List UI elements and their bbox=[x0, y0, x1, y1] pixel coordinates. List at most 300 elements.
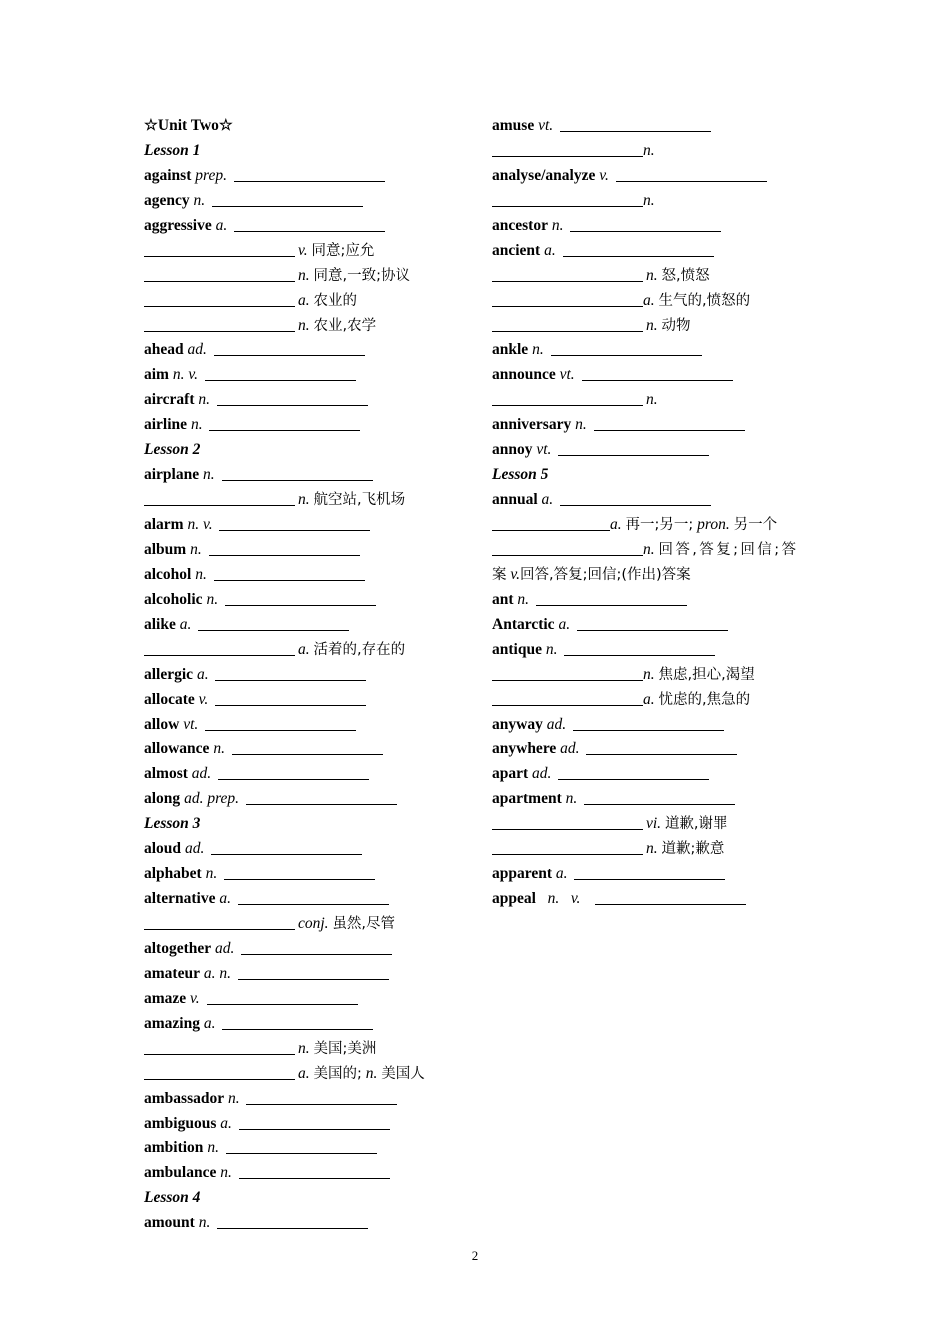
part-of-speech: a. bbox=[203, 1014, 216, 1032]
vocab-line bbox=[144, 737, 474, 762]
headword: annoy bbox=[492, 441, 533, 459]
vocab-line bbox=[144, 862, 474, 887]
part-of-speech: n. bbox=[565, 790, 578, 808]
part-of-speech: n. bbox=[532, 341, 544, 359]
part-of-speech: ad. bbox=[546, 715, 567, 733]
vocab-line bbox=[492, 338, 822, 363]
part-of-speech: a. bbox=[558, 615, 571, 633]
vocab-line bbox=[144, 538, 474, 563]
answer-blank[interactable] bbox=[234, 166, 385, 182]
answer-blank[interactable] bbox=[577, 615, 728, 631]
vocab-line bbox=[144, 388, 474, 413]
answer-blank[interactable] bbox=[238, 889, 389, 905]
part-of-speech: a. bbox=[179, 615, 192, 633]
answer-blank[interactable] bbox=[215, 690, 366, 706]
answer-blank[interactable] bbox=[144, 914, 295, 930]
vocab-line bbox=[144, 1112, 474, 1137]
answer-blank[interactable] bbox=[198, 615, 349, 631]
part-of-speech: a. bbox=[610, 516, 622, 533]
meaning: 航空站,飞机场 bbox=[313, 492, 406, 509]
answer-blank[interactable] bbox=[222, 1014, 373, 1030]
vocab-line bbox=[144, 588, 474, 613]
answer-blank[interactable] bbox=[239, 1163, 390, 1179]
answer-blank[interactable] bbox=[144, 291, 295, 307]
headword: amuse bbox=[492, 117, 535, 134]
answer-blank[interactable] bbox=[238, 964, 389, 980]
vocab-line bbox=[144, 887, 474, 912]
part-of-speech: vt. bbox=[538, 117, 554, 134]
part-of-speech: n. bbox=[213, 740, 225, 758]
part-of-speech: n. bbox=[646, 391, 658, 409]
vocab-line bbox=[492, 114, 822, 139]
answer-blank[interactable] bbox=[232, 739, 383, 755]
answer-blank[interactable] bbox=[492, 316, 643, 332]
vocab-line bbox=[144, 1161, 474, 1186]
part-of-speech: a. bbox=[544, 241, 556, 259]
vocab-line bbox=[144, 338, 474, 363]
vocab-line bbox=[492, 837, 822, 862]
answer-blank[interactable] bbox=[492, 540, 643, 556]
part-of-speech: a. bbox=[220, 1114, 232, 1132]
part-of-speech: n. bbox=[547, 890, 560, 908]
headword: allocate bbox=[144, 690, 195, 708]
part-of-speech: n. bbox=[227, 1089, 240, 1107]
part-of-speech: ad. bbox=[560, 740, 580, 758]
part-of-speech: vt. bbox=[183, 715, 199, 733]
page-number: 2 bbox=[471, 1248, 479, 1263]
vocab-line bbox=[144, 1211, 474, 1236]
vocab-line bbox=[492, 239, 822, 264]
part-of-speech: n. bbox=[198, 1214, 211, 1232]
vocab-line bbox=[144, 638, 474, 663]
headword: airline bbox=[144, 416, 188, 434]
vocab-line bbox=[144, 713, 474, 738]
answer-blank[interactable] bbox=[564, 640, 715, 656]
vocab-line bbox=[144, 1087, 474, 1112]
headword: aim bbox=[144, 366, 169, 384]
answer-blank[interactable] bbox=[492, 839, 643, 855]
meaning: 道歉;歉意 bbox=[661, 841, 725, 858]
vocab-line bbox=[144, 214, 474, 239]
vocab-line bbox=[144, 937, 474, 962]
vocab-line bbox=[492, 812, 822, 837]
vocab-line bbox=[492, 862, 822, 887]
meaning: 生气的,愤怒的 bbox=[658, 292, 751, 309]
answer-blank[interactable] bbox=[205, 715, 356, 731]
part-of-speech: n. bbox=[575, 416, 587, 434]
answer-blank[interactable] bbox=[586, 739, 737, 755]
part-of-speech: a. bbox=[298, 640, 310, 658]
vocab-line bbox=[492, 438, 822, 463]
answer-blank[interactable] bbox=[594, 415, 745, 431]
headword: ambiguous bbox=[144, 1114, 217, 1132]
part-of-speech: a. bbox=[298, 1064, 310, 1082]
vocab-line bbox=[144, 688, 474, 713]
unit-heading: ☆Unit Two☆ bbox=[144, 117, 233, 134]
meaning: 同意;应允 bbox=[311, 242, 375, 259]
headword: alike bbox=[144, 615, 176, 633]
vocab-line bbox=[144, 239, 474, 264]
answer-blank[interactable] bbox=[560, 116, 711, 132]
answer-blank[interactable] bbox=[211, 839, 362, 855]
headword: antique bbox=[492, 640, 542, 658]
part-of-speech: n. bbox=[190, 416, 203, 434]
part-of-speech: a. bbox=[541, 491, 554, 509]
vocab-line bbox=[492, 314, 822, 339]
headword: ambition bbox=[144, 1139, 204, 1157]
part-of-speech: n. bbox=[298, 1039, 310, 1057]
headword: apartment bbox=[492, 790, 562, 808]
headword: alphabet bbox=[144, 865, 202, 883]
headword: ancestor bbox=[492, 216, 548, 234]
answer-blank[interactable] bbox=[144, 316, 295, 332]
meaning: 美国的; bbox=[313, 1065, 362, 1082]
vocab-line bbox=[492, 139, 822, 164]
vocab-line bbox=[144, 114, 474, 139]
headword: Antarctic bbox=[492, 615, 555, 633]
answer-blank[interactable] bbox=[217, 1213, 368, 1229]
answer-blank[interactable] bbox=[144, 490, 295, 506]
part-of-speech: a. n. bbox=[203, 964, 231, 982]
answer-blank[interactable] bbox=[492, 291, 643, 307]
headword: allow bbox=[144, 715, 180, 733]
answer-blank[interactable] bbox=[584, 789, 735, 805]
answer-blank[interactable] bbox=[492, 141, 643, 157]
vocab-line bbox=[144, 189, 474, 214]
answer-blank[interactable] bbox=[144, 1064, 295, 1080]
part-of-speech: v. bbox=[510, 565, 520, 583]
vocab-line bbox=[144, 1062, 474, 1087]
answer-blank[interactable] bbox=[536, 590, 687, 606]
vocab-line bbox=[492, 613, 822, 638]
vocab-line bbox=[492, 737, 822, 762]
part-of-speech: n. bbox=[643, 191, 655, 209]
headword: alarm bbox=[144, 516, 184, 533]
answer-blank[interactable] bbox=[246, 1089, 397, 1105]
headword: aircraft bbox=[144, 391, 195, 409]
part-of-speech: n. bbox=[195, 565, 207, 583]
answer-blank[interactable] bbox=[573, 715, 724, 731]
part-of-speech: vi. bbox=[646, 815, 662, 833]
part-of-speech: v. bbox=[198, 690, 209, 708]
vocab-line bbox=[492, 887, 822, 912]
meaning: 美国;美洲 bbox=[313, 1040, 377, 1057]
answer-blank[interactable] bbox=[205, 365, 356, 381]
answer-blank[interactable] bbox=[144, 640, 295, 656]
answer-blank[interactable] bbox=[207, 989, 358, 1005]
headword: airplane bbox=[144, 466, 200, 484]
headword: ahead bbox=[144, 341, 184, 359]
answer-blank[interactable] bbox=[582, 365, 733, 381]
answer-blank[interactable] bbox=[218, 764, 369, 780]
vocab-line bbox=[492, 164, 822, 189]
meaning: 案 bbox=[492, 566, 507, 583]
part-of-speech: vt. bbox=[536, 441, 552, 459]
meaning: 虽然,尽管 bbox=[332, 916, 396, 932]
answer-blank[interactable] bbox=[595, 889, 746, 905]
meaning: 回答,答复;回信;(作出)答案 bbox=[519, 566, 691, 583]
part-of-speech: n. bbox=[646, 840, 658, 858]
vocab-line bbox=[492, 413, 822, 438]
part-of-speech: a. bbox=[643, 690, 655, 708]
answer-blank[interactable] bbox=[558, 440, 709, 456]
part-of-speech: n. bbox=[545, 640, 558, 658]
part-of-speech: n. bbox=[298, 266, 310, 284]
part-of-speech: n. bbox=[646, 266, 658, 284]
part-of-speech: vt. bbox=[559, 366, 575, 384]
vocab-line bbox=[492, 787, 822, 812]
meaning: 道歉,谢罪 bbox=[664, 816, 728, 833]
part-of-speech: n. bbox=[551, 216, 564, 234]
headword: anniversary bbox=[492, 416, 572, 434]
headword: alternative bbox=[144, 890, 216, 908]
headword: along bbox=[144, 790, 181, 808]
right-column bbox=[492, 114, 822, 912]
answer-blank[interactable] bbox=[492, 266, 643, 282]
vocab-line bbox=[144, 264, 474, 289]
part-of-speech: ad. prep. bbox=[184, 790, 240, 808]
headword: aloud bbox=[144, 840, 182, 858]
meaning: 回答,答复;回信;答 bbox=[658, 541, 799, 558]
headword: almost bbox=[144, 765, 188, 783]
vocab-line bbox=[492, 264, 822, 289]
part-of-speech: pron. bbox=[697, 516, 730, 533]
answer-blank[interactable] bbox=[144, 266, 295, 282]
part-of-speech: n. bbox=[203, 466, 215, 484]
answer-blank[interactable] bbox=[144, 1039, 295, 1055]
answer-blank[interactable] bbox=[492, 814, 643, 830]
part-of-speech: n. bbox=[198, 391, 210, 409]
answer-blank[interactable] bbox=[225, 590, 376, 606]
answer-blank[interactable] bbox=[570, 216, 721, 232]
vocab-line bbox=[144, 363, 474, 388]
lesson-heading: Lesson 2 bbox=[144, 441, 201, 459]
vocab-line bbox=[144, 488, 474, 513]
meaning: 焦虑,担心,渴望 bbox=[658, 666, 755, 683]
part-of-speech: ad. bbox=[215, 939, 235, 957]
meaning: 另一个 bbox=[733, 517, 778, 533]
answer-blank[interactable] bbox=[574, 864, 725, 880]
headword: ankle bbox=[492, 341, 529, 359]
vocab-line bbox=[144, 314, 474, 339]
part-of-speech: conj. bbox=[298, 915, 329, 932]
answer-blank[interactable] bbox=[241, 939, 392, 955]
answer-blank[interactable] bbox=[209, 415, 360, 431]
headword: anywhere bbox=[492, 740, 557, 758]
part-of-speech: a. bbox=[555, 865, 568, 883]
part-of-speech: n. bbox=[643, 141, 655, 159]
answer-blank[interactable] bbox=[222, 465, 373, 481]
vocab-line bbox=[492, 688, 822, 713]
lesson-heading: Lesson 3 bbox=[144, 815, 201, 833]
meaning: 农业,农学 bbox=[313, 317, 377, 334]
headword: aggressive bbox=[144, 216, 212, 234]
headword: amount bbox=[144, 1214, 195, 1232]
part-of-speech: a. bbox=[643, 291, 655, 309]
meaning: 忧虑的,焦急的 bbox=[658, 691, 751, 708]
headword: appeal bbox=[492, 890, 536, 908]
headword: annual bbox=[492, 491, 538, 509]
part-of-speech: a. bbox=[219, 890, 231, 908]
headword: amateur bbox=[144, 964, 200, 982]
lesson-heading: Lesson 5 bbox=[492, 466, 549, 484]
vocab-line bbox=[144, 1012, 474, 1037]
part-of-speech: n. bbox=[190, 540, 202, 558]
headword: apart bbox=[492, 765, 529, 783]
vocab-line bbox=[492, 388, 822, 413]
headword: agency bbox=[144, 191, 190, 209]
answer-blank[interactable] bbox=[224, 864, 375, 880]
part-of-speech: n. bbox=[220, 1164, 232, 1182]
vocab-line bbox=[144, 962, 474, 987]
part-of-speech: n. bbox=[365, 1064, 378, 1082]
meaning: 农业的 bbox=[313, 292, 357, 309]
part-of-speech: n. bbox=[643, 540, 655, 558]
headword: amaze bbox=[144, 989, 187, 1007]
meaning: 再一;另一; bbox=[625, 517, 694, 533]
vocab-line bbox=[492, 488, 822, 513]
vocab-line bbox=[144, 762, 474, 787]
answer-blank[interactable] bbox=[492, 665, 643, 681]
answer-blank[interactable] bbox=[214, 565, 365, 581]
part-of-speech: v. bbox=[599, 166, 609, 184]
part-of-speech: n. bbox=[193, 191, 206, 209]
meaning: 活着的,存在的 bbox=[313, 641, 406, 658]
headword: announce bbox=[492, 366, 556, 384]
vocab-line bbox=[492, 214, 822, 239]
headword: alcoholic bbox=[144, 590, 203, 608]
vocab-line bbox=[492, 713, 822, 738]
vocab-line bbox=[492, 663, 822, 688]
vocab-line bbox=[492, 563, 822, 588]
answer-blank[interactable] bbox=[551, 340, 702, 356]
part-of-speech: n. bbox=[643, 665, 655, 683]
vocab-line bbox=[144, 1136, 474, 1161]
vocab-line bbox=[144, 912, 474, 937]
vocab-line bbox=[144, 164, 474, 189]
part-of-speech: ad. bbox=[532, 765, 552, 783]
answer-blank[interactable] bbox=[234, 216, 385, 232]
part-of-speech: v. bbox=[570, 890, 581, 908]
headword: ambulance bbox=[144, 1164, 217, 1182]
part-of-speech: a. bbox=[196, 665, 209, 683]
part-of-speech: ad. bbox=[184, 840, 205, 858]
headword: apparent bbox=[492, 865, 553, 883]
vocab-line bbox=[492, 762, 822, 787]
headword: analyse/analyze bbox=[492, 166, 596, 184]
part-of-speech: prep. bbox=[195, 166, 227, 184]
vocab-line bbox=[144, 413, 474, 438]
answer-blank[interactable] bbox=[226, 1138, 377, 1154]
part-of-speech: a. bbox=[298, 291, 310, 309]
vocab-line bbox=[492, 189, 822, 214]
vocab-line bbox=[492, 463, 822, 488]
vocab-line bbox=[144, 139, 474, 164]
vocab-line bbox=[144, 613, 474, 638]
meaning: 动物 bbox=[661, 317, 691, 334]
headword: ambassador bbox=[144, 1089, 225, 1107]
vocab-line bbox=[492, 289, 822, 314]
vocab-line bbox=[144, 837, 474, 862]
part-of-speech: n. bbox=[207, 1139, 219, 1157]
answer-blank[interactable] bbox=[217, 390, 368, 406]
vocab-line bbox=[144, 289, 474, 314]
headword: against bbox=[144, 166, 192, 184]
part-of-speech: v. bbox=[190, 989, 200, 1007]
left-column bbox=[144, 114, 474, 1236]
answer-blank[interactable] bbox=[558, 764, 709, 780]
part-of-speech: n. bbox=[298, 491, 310, 509]
vocab-line bbox=[492, 588, 822, 613]
answer-blank[interactable] bbox=[563, 241, 714, 257]
vocab-line bbox=[144, 1037, 474, 1062]
answer-blank[interactable] bbox=[616, 166, 767, 182]
lesson-heading: Lesson 1 bbox=[144, 141, 201, 159]
headword: ant bbox=[492, 590, 514, 608]
answer-blank[interactable] bbox=[212, 191, 363, 207]
part-of-speech: ad. bbox=[191, 765, 212, 783]
vocab-line bbox=[144, 787, 474, 812]
headword: allergic bbox=[144, 665, 194, 683]
headword: allowance bbox=[144, 740, 210, 758]
part-of-speech: a. bbox=[215, 216, 228, 234]
headword: ancient bbox=[492, 241, 541, 259]
vocab-line bbox=[492, 638, 822, 663]
vocab-line bbox=[492, 513, 822, 538]
part-of-speech: n. bbox=[298, 316, 310, 334]
vocab-line bbox=[144, 513, 474, 538]
answer-blank[interactable] bbox=[239, 1114, 390, 1130]
answer-blank[interactable] bbox=[144, 241, 295, 257]
vocab-line bbox=[492, 363, 822, 388]
part-of-speech: n. v. bbox=[187, 516, 213, 533]
headword: altogether bbox=[144, 939, 212, 957]
answer-blank[interactable] bbox=[492, 515, 610, 531]
vocab-line bbox=[144, 463, 474, 488]
part-of-speech: n. bbox=[206, 590, 219, 608]
headword: album bbox=[144, 540, 187, 558]
answer-blank[interactable] bbox=[492, 191, 643, 207]
part-of-speech: n. bbox=[517, 590, 530, 608]
vocab-line bbox=[144, 1186, 474, 1211]
part-of-speech: n. v. bbox=[172, 366, 198, 384]
answer-blank[interactable] bbox=[492, 690, 643, 706]
part-of-speech: n. bbox=[646, 316, 658, 334]
meaning: 美国人 bbox=[381, 1065, 425, 1082]
answer-blank[interactable] bbox=[560, 490, 711, 506]
headword: alcohol bbox=[144, 565, 192, 583]
vocab-line bbox=[492, 538, 822, 563]
answer-blank[interactable] bbox=[492, 390, 643, 406]
part-of-speech: n. bbox=[205, 865, 218, 883]
meaning: 同意,一致;协议 bbox=[313, 267, 410, 284]
headword: anyway bbox=[492, 715, 543, 733]
vocab-line bbox=[144, 563, 474, 588]
vocab-line bbox=[144, 663, 474, 688]
answer-blank[interactable] bbox=[219, 515, 370, 531]
answer-blank[interactable] bbox=[246, 789, 397, 805]
meaning: 怒,愤怒 bbox=[661, 267, 710, 284]
vocab-line bbox=[144, 438, 474, 463]
answer-blank[interactable] bbox=[215, 665, 366, 681]
lesson-heading: Lesson 4 bbox=[144, 1189, 201, 1207]
part-of-speech: v. bbox=[298, 241, 308, 259]
answer-blank[interactable] bbox=[214, 340, 365, 356]
answer-blank[interactable] bbox=[209, 540, 360, 556]
headword: amazing bbox=[144, 1014, 200, 1032]
vocab-line bbox=[144, 987, 474, 1012]
part-of-speech: ad. bbox=[187, 341, 207, 359]
